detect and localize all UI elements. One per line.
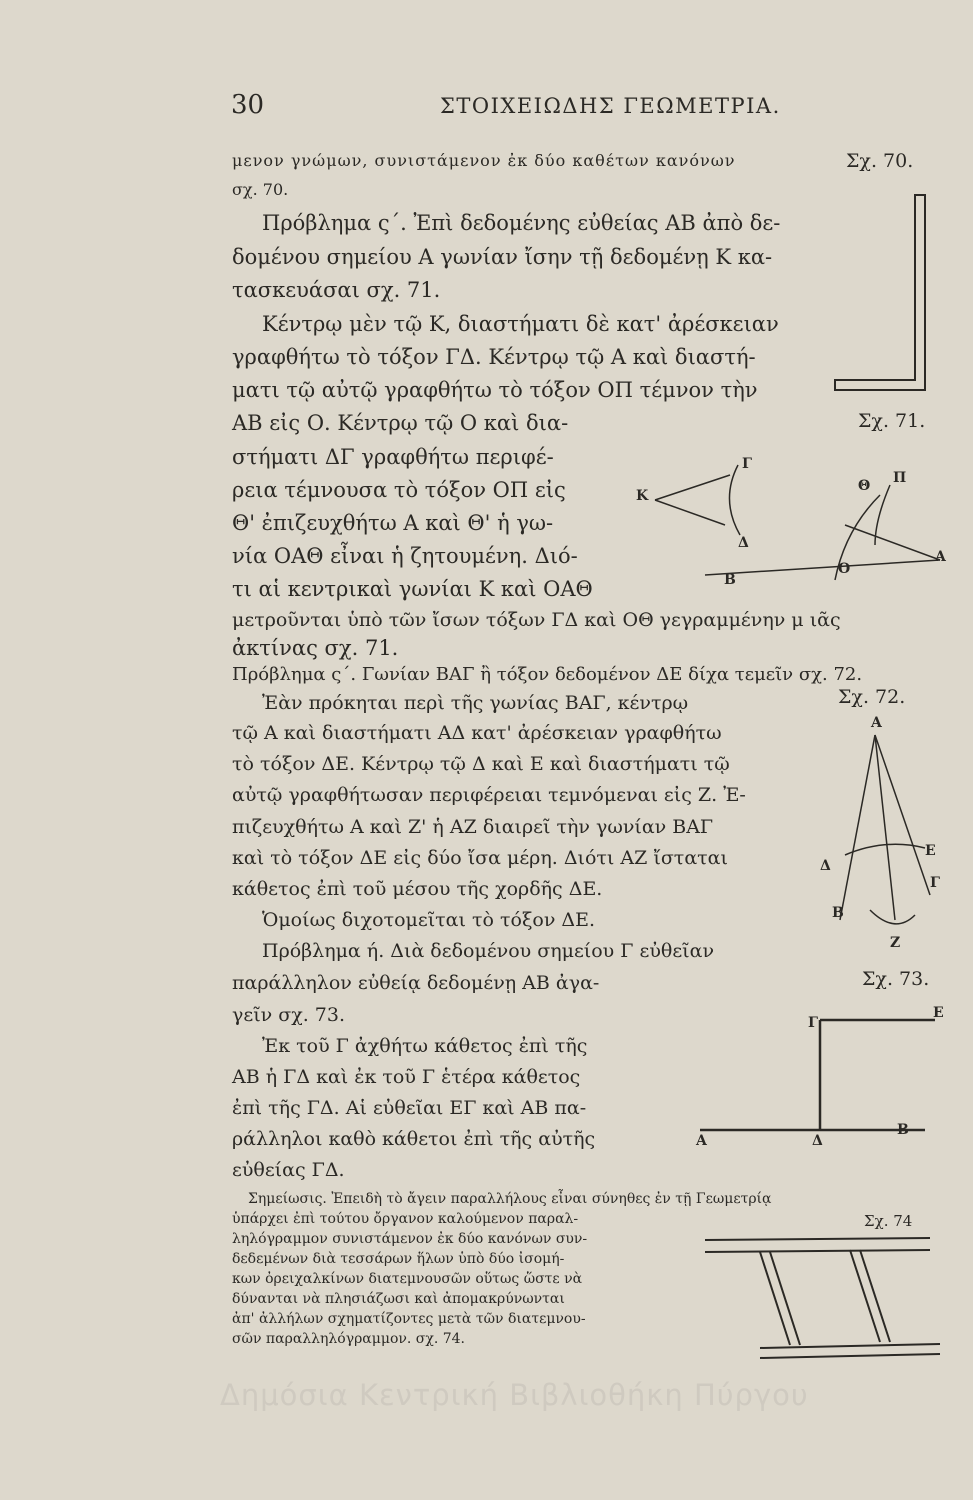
text-line: Πρόβλημα ς΄. Γωνίαν ΒΑΓ ἢ τόξον δεδομένον ΔΕ δίχα τεμεῖν σχ. 72. — [232, 664, 863, 685]
text-line: γεῖν σχ. 73. — [232, 1004, 346, 1026]
fig72-point-label: Β — [832, 905, 844, 921]
fig72-label: Σχ. 72. — [838, 686, 906, 708]
text-line: νία ΟΑΘ εἶναι ἡ ζητουμένη. Διό- — [232, 544, 578, 568]
text-line: ἐπὶ τῆς ΓΔ. Αἱ εὐθεῖαι ΕΓ καὶ ΑΒ πα- — [232, 1097, 587, 1119]
page-header — [0, 90, 973, 130]
text-line: τῷ Α καὶ διαστήματι ΑΔ κατ' ἀρέσκειαν γραφθήτω — [232, 722, 722, 744]
fig71-point-label: Θ — [858, 478, 871, 494]
fig73-point-label: Ε — [933, 1005, 944, 1021]
text-line: Ὁμοίως διχοτομεῖται τὸ τόξον ΔΕ. — [262, 909, 596, 931]
note-line: σῶν παραλληλόγραμμον. σχ. 74. — [232, 1331, 466, 1347]
note-line: Σημείωσις. Ἐπειδὴ τὸ ἄγειν παραλλήλους εἶναι σύνηθες ἐν τῇ Γεωμετρίᾳ — [248, 1191, 772, 1207]
text-line: κάθετος ἐπὶ τοῦ μέσου τῆς χορδῆς ΔΕ. — [232, 878, 603, 900]
figure-70 — [820, 185, 930, 405]
fig73-point-label: Α — [696, 1133, 707, 1149]
text-line: Ἐκ τοῦ Γ ἀχθήτω κάθετος ἐπὶ τῆς — [262, 1035, 588, 1057]
text-line: στήματι ΔΓ γραφθήτω περιφέ- — [232, 445, 554, 469]
note-line: δεδεμένων διὰ τεσσάρων ἥλων ὑπὸ δύο ἰσομή- — [232, 1251, 565, 1267]
fig73-label: Σχ. 73. — [862, 968, 930, 990]
fig72-point-label: Γ — [930, 875, 940, 891]
fig72-point-label: Ζ — [890, 935, 901, 951]
page-number: 30 — [231, 90, 265, 120]
note-line: ὑπάρχει ἐπὶ τούτου ὄργανον καλούμενον παραλ- — [232, 1211, 579, 1227]
fig72-point-label: Ε — [925, 843, 936, 859]
text-line: δομένου σημείου Α γωνίαν ἴσην τῇ δεδομένῃ Κ κα- — [232, 245, 773, 269]
text-line: ἀκτίνας σχ. 71. — [232, 636, 399, 660]
text-line: Πρόβλημα ς΄. Ἐπὶ δεδομένης εὐθείας ΑΒ ἀπὸ δε- — [262, 211, 781, 235]
text-line: ΑΒ ἡ ΓΔ καὶ ἐκ τοῦ Γ ἑτέρα κάθετος — [232, 1066, 581, 1088]
text-line: μενον γνώμων, συνιστάμενον ἐκ δύο καθέτων κανόνων — [232, 151, 736, 170]
text-line: καὶ τὸ τόξον ΔΕ εἰς δύο ἴσα μέρη. Διότι ΑΖ ἴσταται — [232, 847, 728, 869]
figure-74 — [700, 1230, 950, 1370]
text-line: γραφθήτω τὸ τόξον ΓΔ. Κέντρῳ τῷ Α καὶ διαστή- — [232, 345, 756, 369]
text-line: ματι τῷ αὐτῷ γραφθήτω τὸ τόξον ΟΠ τέμνον τὴν — [232, 378, 758, 402]
text-line: αὐτῷ γραφθήτωσαν περιφέρειαι τεμνόμεναι εἰς Ζ. Ἐ- — [232, 784, 746, 806]
fig71-point-label: Β — [724, 572, 736, 588]
text-line: Πρόβλημα ή. Διὰ δεδομένου σημείου Γ εὐθεῖαν — [262, 940, 714, 962]
text-line: ΑΒ εἰς Ο. Κέντρῳ τῷ Ο καὶ δια- — [232, 411, 569, 435]
fig72-point-label: Δ — [820, 858, 831, 874]
fig73-point-label: Β — [897, 1122, 909, 1138]
fig71-point-label: Π — [893, 470, 907, 486]
fig73-point-label: Γ — [808, 1015, 818, 1031]
text-line: τι αἱ κεντρικαὶ γωνίαι Κ καὶ ΟΑΘ — [232, 577, 593, 601]
fig71-point-label: Κ — [636, 488, 649, 504]
fig71-point-label: Α — [935, 549, 946, 565]
text-line: τασκευάσαι σχ. 71. — [232, 278, 441, 302]
text-line: εὐθείας ΓΔ. — [232, 1159, 345, 1181]
fig71-label: Σχ. 71. — [858, 410, 926, 432]
fig73-point-label: Δ — [812, 1133, 823, 1149]
text-line: ράλληλοι καθὸ κάθετοι ἐπὶ τῆς αὐτῆς — [232, 1128, 596, 1150]
text-line: Θ' ἐπιζευχθήτω Α καὶ Θ' ἡ γω- — [232, 511, 554, 535]
text-line: Κέντρῳ μὲν τῷ Κ, διαστήματι δὲ κατ' ἀρέσκειαν — [262, 312, 779, 336]
fig71-point-label: Δ — [738, 535, 749, 551]
fig71-point-label: Γ — [742, 456, 752, 472]
text-line: πιζευχθήτω Α καὶ Ζ' ἡ ΑΖ διαιρεῖ τὴν γωνίαν ΒΑΓ — [232, 816, 714, 838]
note-line: ληλόγραμμον συνιστάμενον ἐκ δύο κανόνων συν- — [232, 1231, 588, 1247]
fig71-point-label: Ο — [838, 561, 851, 577]
fig72-point-label: Α — [871, 715, 882, 731]
running-title: ΣΤΟΙΧΕΙΩΔΗΣ ΓΕΩΜΕΤΡΙΑ. — [440, 94, 781, 118]
text-line: τὸ τόξον ΔΕ. Κέντρῳ τῷ Δ καὶ Ε καὶ διαστήματι τῷ — [232, 753, 730, 775]
note-line: δύνανται νὰ πλησιάζωσι καὶ ἀπομακρύνωνται — [232, 1291, 565, 1307]
text-line: παράλληλον εὐθείᾳ δεδομένῃ ΑΒ ἀγα- — [232, 972, 600, 994]
fig70-label: Σχ. 70. — [846, 150, 914, 172]
text-line: ρεια τέμνουσα τὸ τόξον ΟΠ εἰς — [232, 478, 566, 502]
note-line: ἀπ' ἀλλήλων σχηματίζοντες μετὰ τῶν διατεμνου- — [232, 1311, 586, 1327]
library-stamp: Δημόσια Κεντρική Βιβλιοθήκη Πύργου — [220, 1378, 809, 1412]
figure-71 — [620, 440, 950, 600]
text-line: μετροῦνται ὑπὸ τῶν ἴσων τόξων ΓΔ καὶ ΟΘ γεγραμμένην μ ιᾶς — [232, 609, 841, 631]
text-line: Ἐὰν πρόκηται περὶ τῆς γωνίας ΒΑΓ, κέντρῳ — [262, 692, 689, 714]
fig74-label: Σχ. 74 — [864, 1212, 913, 1230]
note-line: κων ὀρειχαλκίνων διατεμνουσῶν οὕτως ὥστε νὰ — [232, 1271, 583, 1287]
text-line: σχ. 70. — [232, 180, 289, 199]
